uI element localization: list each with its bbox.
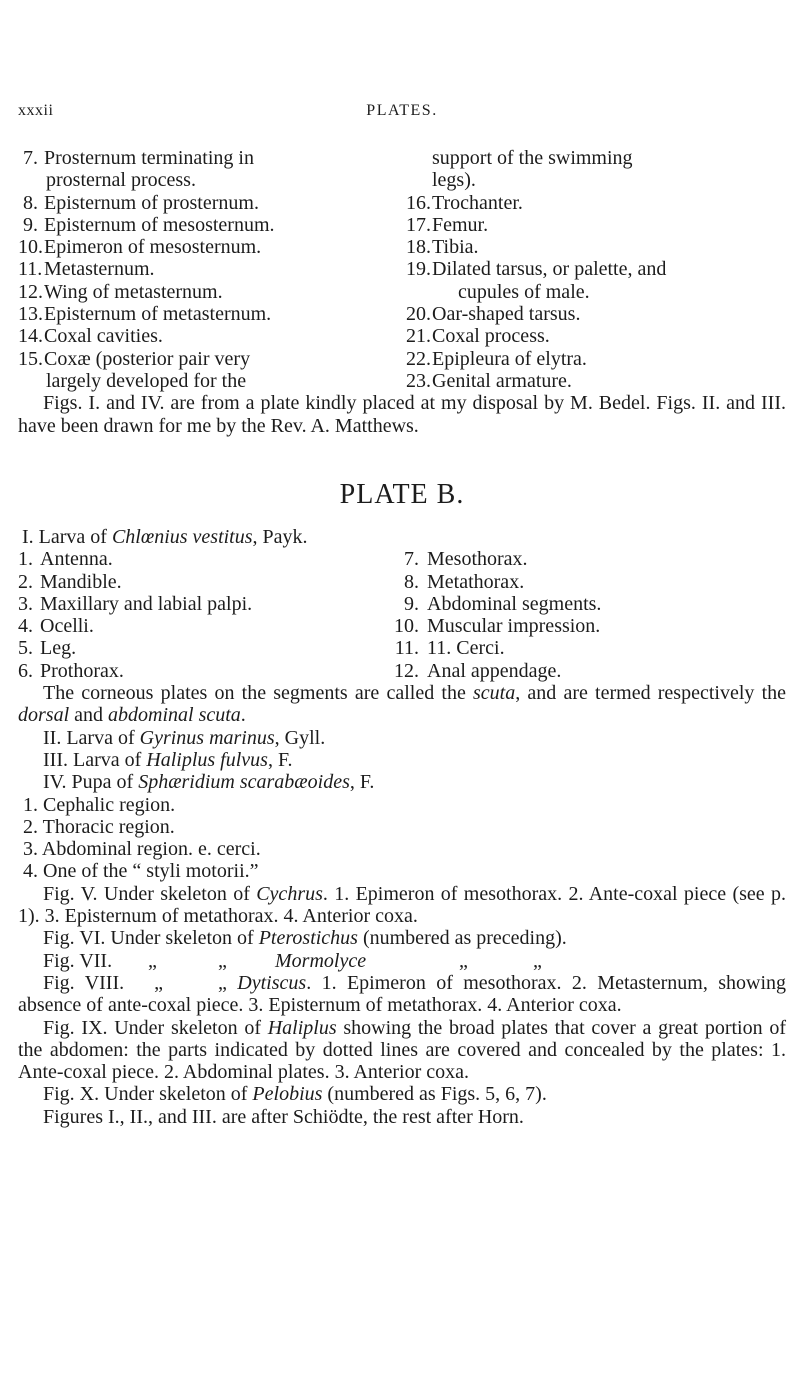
list-item: 3. Abdominal region. e. cerci.: [23, 838, 261, 861]
list-item: 10. Muscular impression.: [394, 615, 601, 638]
running-header: [18, 100, 786, 128]
list-item: 16. Trochanter.: [406, 191, 523, 214]
plate-b-right-column: [391, 548, 786, 682]
ditto-mark: „: [218, 971, 227, 994]
list-item: 2. Thoracic region.: [23, 815, 175, 838]
list-item: 22. Epipleura of elytra.: [406, 347, 587, 370]
figure-caption: IV. Pupa of Sphæridium scarabæoides, F.: [43, 771, 375, 794]
figure-caption: Fig. X. Under skeleton of Pelobius (numbered as Figs. 5, 6, 7).: [43, 1083, 547, 1106]
figure-caption: Fig. IX. Under skeleton of Haliplus showing the broad plates that cover a great portion of the abdomen: the parts indicated by dotted lines are covered and concealed by the plates: 1. Ante-coxal piece. 2. Abdominal plates. 3. Anterior coxa.: [18, 1016, 786, 1084]
list-item: 11. 11. Cerci.: [394, 637, 505, 660]
list-item: 5. Leg.: [18, 637, 77, 660]
page-number: xxxii: [18, 102, 54, 119]
list-item: 12. Anal appendage.: [394, 659, 562, 682]
list-item: 10. Epimeron of mesosternum.: [18, 236, 262, 259]
running-title: PLATES.: [366, 102, 438, 119]
list-item-cont: legs).: [432, 169, 476, 192]
species-name: Haliplus fulvus: [146, 748, 268, 771]
attribution-note: Figs. I. and IV. are from a plate kindly placed at my disposal by M. Bedel. Figs. II. and III. have been drawn for me by the Rev. A. Matthews.: [18, 392, 786, 437]
list-item: 18. Tibia.: [406, 236, 479, 259]
list-item: 12. Wing of metasternum.: [18, 280, 223, 303]
list-item-cont: cupules of male.: [458, 280, 590, 303]
species-name: Pterostichus: [258, 927, 358, 950]
list-item: 19. Dilated tarsus, or palette, and: [406, 258, 667, 281]
list-item: 1. Cephalic region.: [23, 793, 176, 816]
list-item: 15. Coxæ (posterior pair very: [18, 347, 251, 370]
species-name: Dytiscus: [237, 971, 307, 994]
species-name: Haliplus: [267, 1016, 337, 1039]
figure-caption: III. Larva of Haliplus fulvus, F.: [43, 748, 293, 771]
species-name: Pelobius: [252, 1083, 323, 1106]
list-item: 21. Coxal process.: [406, 325, 550, 348]
list-item: 9. Abdominal segments.: [404, 592, 602, 615]
plate-b-section: [18, 526, 786, 1128]
species-name: Sphæridium scarabæoides: [138, 771, 350, 794]
list-item: 9. Episternum of mesosternum.: [23, 213, 275, 236]
list-item: 7. Mesothorax.: [404, 548, 528, 571]
list-item: 4. One of the “ styli motorii.”: [23, 860, 259, 883]
species-name: Cychrus: [256, 882, 323, 905]
figure-caption: Fig. V. Under skeleton of Cychrus. 1. Epimeron of mesothorax. 2. Ante-coxal piece (see p. 1). 3. Episternum of metathorax. 4. Anterior coxa.: [18, 882, 786, 928]
ditto-mark: „: [154, 971, 164, 994]
list-item: 4. Ocelli.: [18, 615, 94, 638]
list-item: 7. Prosternum terminating in: [23, 147, 254, 169]
legend-left-column: [18, 147, 401, 392]
ditto-mark: „: [533, 949, 542, 972]
species-name: Mormolyce: [275, 949, 367, 972]
list-item: 14. Coxal cavities.: [18, 325, 163, 348]
list-item: 11. Metasternum.: [18, 258, 155, 281]
ditto-mark: „: [459, 949, 468, 972]
figure-caption: I. Larva of Chlœnius vestitus, Payk.: [22, 526, 308, 548]
list-item: 3. Maxillary and labial palpi.: [18, 592, 253, 615]
list-item: 8. Metathorax.: [404, 570, 525, 593]
list-item: 1. Antenna.: [18, 548, 113, 571]
figure-caption: Fig. VI. Under skeleton of Pterostichus (numbered as preceding).: [43, 927, 567, 950]
list-item: 6. Prothorax.: [18, 659, 124, 682]
figure-caption: Fig. VIII. „ „ Dytiscus. 1. Epimeron of mesothorax. 2. Metasternum, showing absence of ante-coxal piece. 3. Episternum of metathorax. 4. Anterior coxa.: [18, 971, 786, 1017]
list-item: 17. Femur.: [406, 213, 489, 236]
list-item: 20. Oar-shaped tarsus.: [406, 303, 581, 326]
list-item-cont: prosternal process.: [46, 169, 196, 192]
list-item-cont: support of the swimming: [432, 147, 633, 169]
list-item: 23. Genital armature.: [406, 369, 572, 392]
source-note: Figures I., II., and III. are after Schiödte, the rest after Horn.: [43, 1105, 524, 1128]
legend-right-column: [406, 147, 786, 392]
list-item: 8. Episternum of prosternum.: [23, 191, 259, 214]
list-item: 2. Mandible.: [18, 570, 122, 593]
list-item: 13. Episternum of metasternum.: [18, 303, 272, 326]
plate-b-left-column: [18, 548, 388, 682]
scuta-paragraph: The corneous plates on the segments are called the scuta, and are termed respectively the dorsal and abdominal scuta.: [18, 682, 787, 727]
figure-caption: Fig. VII. „ „ Mormolyce „ „: [43, 949, 542, 972]
legend-list-a: [18, 147, 786, 437]
species-name: Chlœnius vestitus: [111, 526, 253, 548]
list-item-cont: largely developed for the: [46, 369, 247, 392]
figure-caption: II. Larva of Gyrinus marinus, Gyll.: [43, 726, 326, 749]
ditto-mark: „: [218, 949, 227, 972]
species-name: Gyrinus marinus: [139, 726, 275, 749]
ditto-mark: „: [148, 949, 157, 972]
plate-b-heading: PLATE B.: [339, 479, 465, 510]
